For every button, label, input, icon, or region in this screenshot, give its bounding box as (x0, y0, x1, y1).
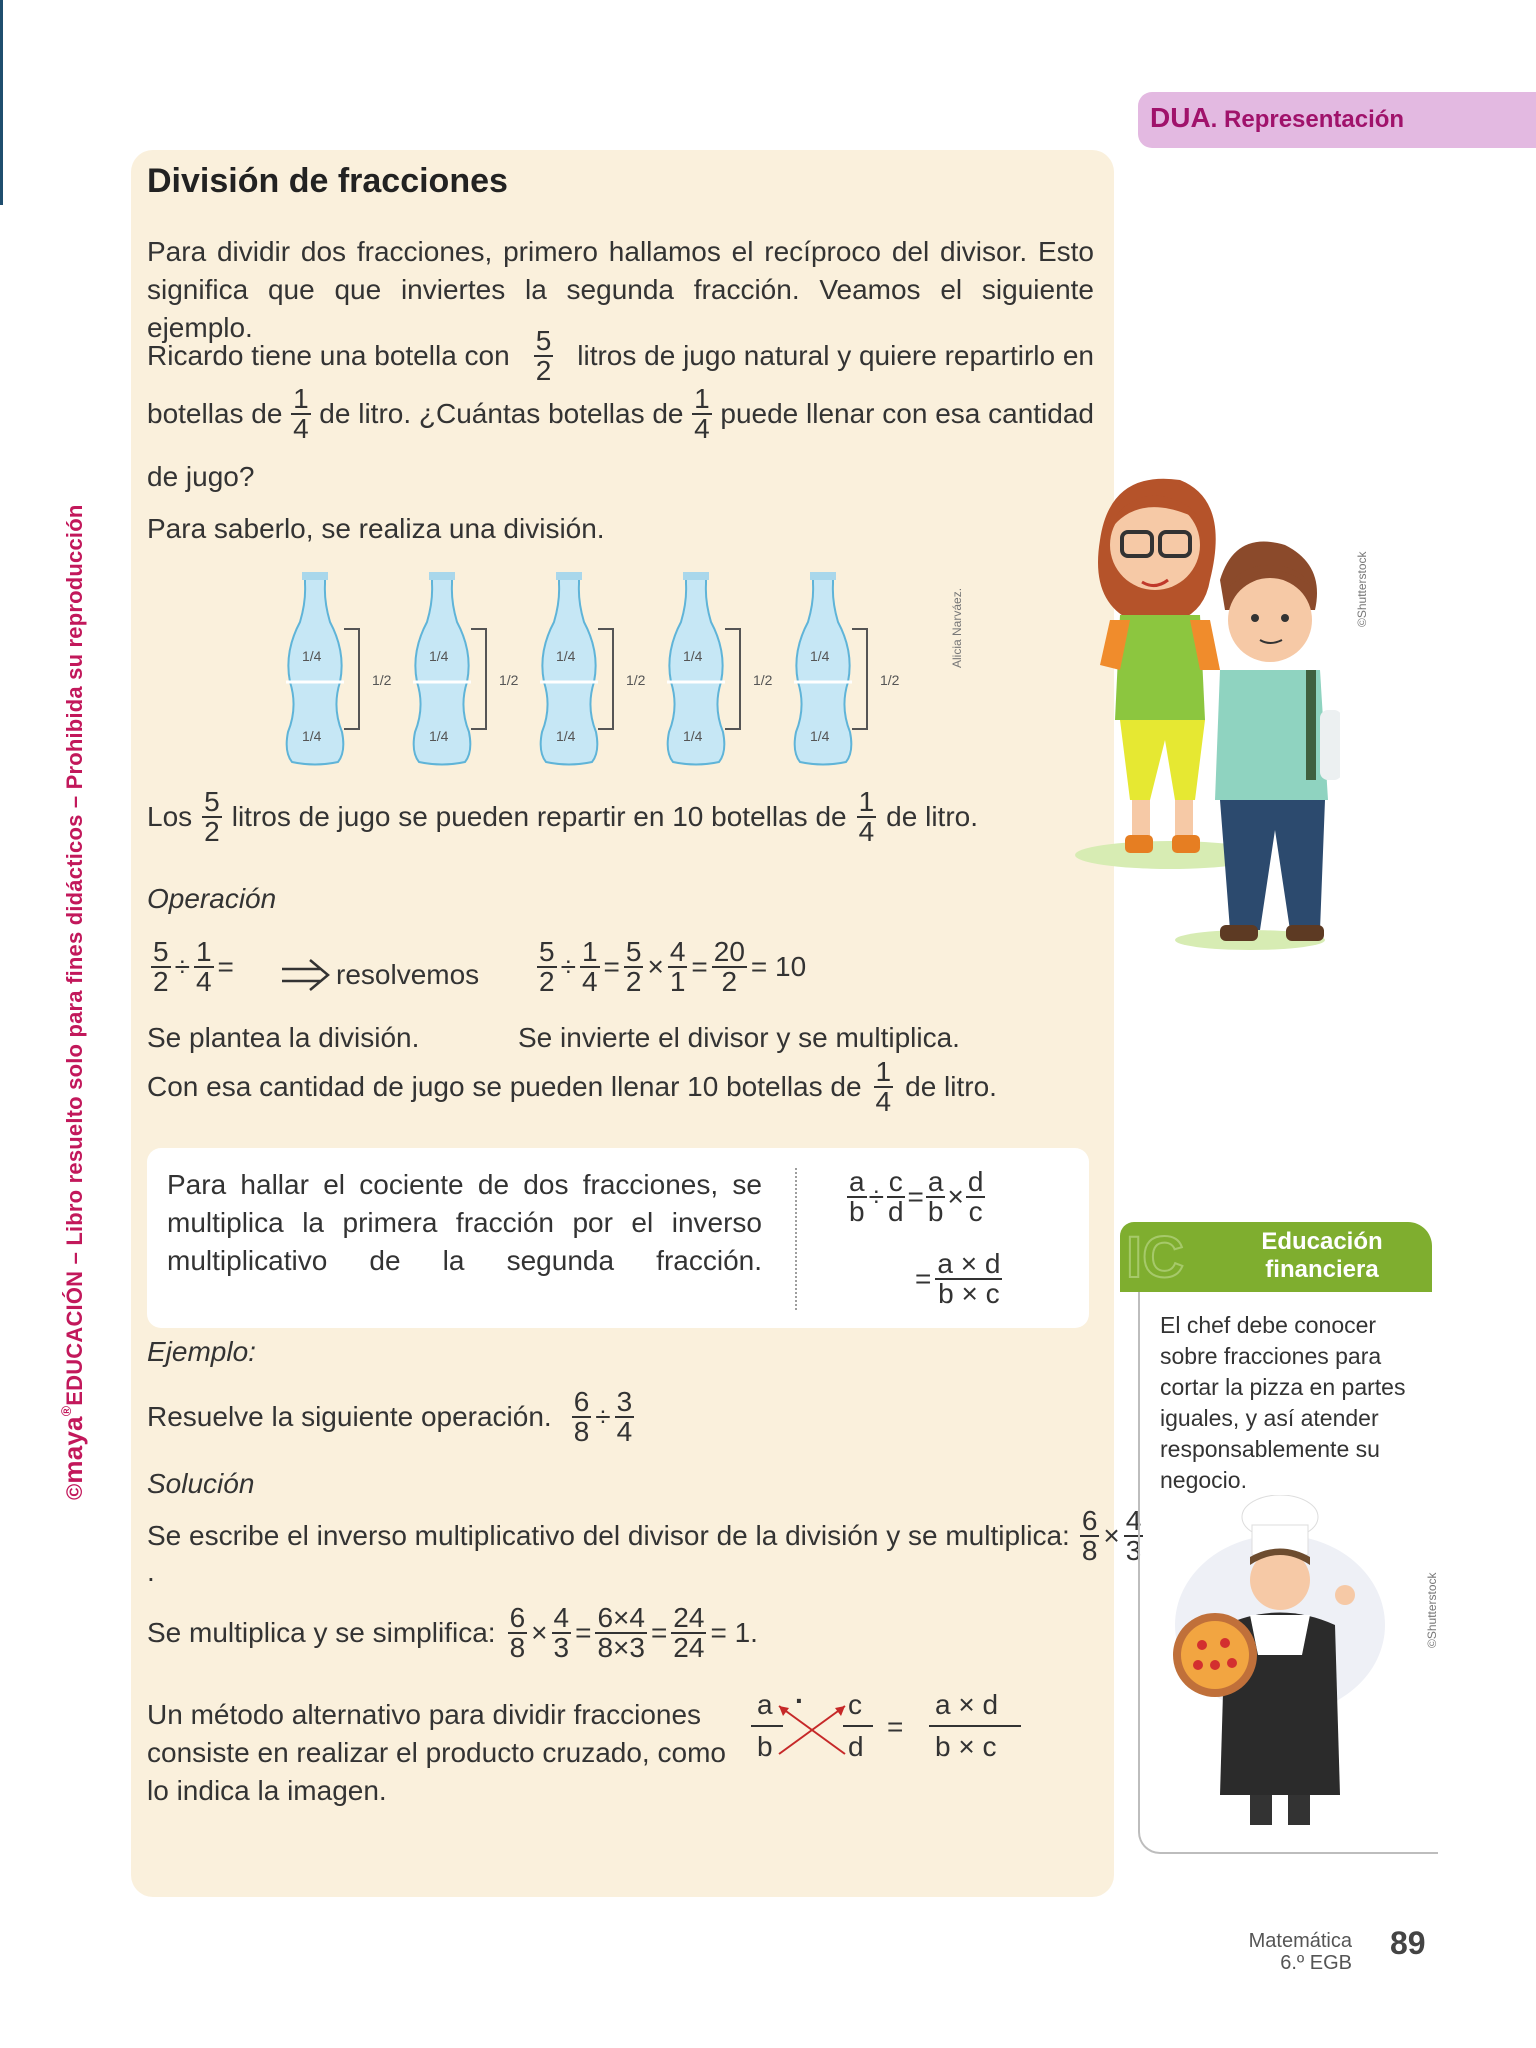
bottle-quarter-label: 1/4 (683, 728, 703, 744)
half-bracket (852, 628, 868, 730)
rule-divider (795, 1168, 797, 1310)
half-bracket (471, 628, 487, 730)
problem-line-2: botellas de $\frac{1}{4}$ de litro. ¿Cuántas botellas de $\frac{1}{4}$ puede llenar con esa cantidad (147, 383, 1094, 444)
dua-sublabel: . Representación (1210, 106, 1405, 133)
bottle-quarter-label: 1/4 (683, 648, 703, 664)
rule-formula-1: $\frac{a}{b}$ ÷ $\frac{c}{d}$ = $\frac{a}{b}$ × $\frac{d}{c}$ (849, 1166, 984, 1227)
bottle-half-label: 1/2 (626, 672, 646, 688)
bottle-quarter-label: 1/4 (556, 648, 576, 664)
intro-paragraph: Para dividir dos fracciones, primero hallamos el recíproco del divisor. Esto significa que que inviertes la segunda fracción. Veamos el siguiente ejemplo. (147, 236, 1094, 343)
resolvemos-text: resolvemos (336, 959, 480, 990)
finance-text: El chef debe conocer sobre fracciones para cortar la pizza en partes iguales, y así atender responsablemente su negocio. (1160, 1312, 1406, 1493)
bottles-illustration (280, 572, 920, 772)
cross-arrows-icon (745, 1688, 1035, 1778)
dua-tag (1138, 92, 1536, 148)
ejemplo-heading: Ejemplo: (147, 1336, 256, 1367)
solucion-line-1: Se escribe el inverso multiplicativo del divisor de la división y se multiplica: $\frac{6}{8}$ × $\frac{4}{3}$ (147, 1505, 1142, 1566)
rule-text: Para hallar el cociente de dos fracciones, se multiplica la primera fracción por el inverso multiplicativo de la segunda fracción. (167, 1169, 762, 1276)
implies-arrow-icon (280, 958, 332, 997)
bottle-quarter-label: 1/4 (429, 728, 449, 744)
chef-credit: ©Shutterstock (1425, 1572, 1439, 1648)
page-number: 89 (1390, 1925, 1426, 1961)
kids-illustration (1070, 470, 1340, 950)
rule-formula-2: = $\frac{a \times d}{b \times c}$ (915, 1248, 1001, 1309)
bottle-quarter-label: 1/4 (302, 728, 322, 744)
solucion-dot: . (147, 1556, 155, 1587)
ejemplo-line: Resuelve la siguiente operación. $\frac{6}{8}$ ÷ $\frac{3}{4}$ (147, 1386, 633, 1447)
illustration-credit: Alicia Narváez. (950, 587, 964, 668)
conclusion-line: Con esa cantidad de jugo se pueden llenar 10 botellas de $\frac{1}{4}$ de litro. (147, 1056, 997, 1117)
finance-header (1120, 1222, 1432, 1292)
fraction-1-4: $\frac{1}{4}$ (293, 383, 309, 444)
copyright-vertical: ©maya®EDUCACIÓN – Libro resuelto solo para fines didácticos – Prohibida su reproducción (58, 504, 88, 1500)
page-title: División de fracciones (147, 162, 508, 200)
bottle-half-label: 1/2 (753, 672, 773, 688)
operation-setup: $\frac{5}{2}$ ÷ $\frac{1}{4}$ = (153, 936, 234, 997)
bottle-quarter-label: 1/4 (429, 648, 449, 664)
operacion-heading: Operación (147, 883, 277, 914)
bottle-half-label: 1/2 (372, 672, 392, 688)
fraction-1-4: $\frac{1}{4}$ (694, 383, 710, 444)
bottle-half-label: 1/2 (880, 672, 900, 688)
problem-line-1: Ricardo tiene una botella con $\frac{5}{2}$ litros de jugo natural y quiere repartirlo en (147, 325, 1094, 386)
bottle-half-label: 1/2 (499, 672, 519, 688)
problem-line-4: Para saberlo, se realiza una división. (147, 513, 605, 544)
solucion-heading: Solución (147, 1468, 255, 1499)
alternative-method: Un método alternativo para dividir fracciones consiste en realizar el producto cruzado, como lo indica la imagen. (147, 1699, 726, 1806)
dua-label: DUA (1150, 102, 1211, 133)
finance-title: Educación financiera (1261, 1228, 1383, 1283)
bottle-quarter-label: 1/4 (302, 648, 322, 664)
left-edge-bar (0, 0, 3, 205)
footer-subject: Matemática 6.º EGB (1248, 1930, 1352, 1974)
kids-credit: ©Shutterstock (1355, 551, 1369, 627)
caption-setup: Se plantea la división. (147, 1022, 420, 1053)
bottle-quarter-label: 1/4 (810, 728, 830, 744)
half-bracket (598, 628, 614, 730)
operation-solution: $\frac{5}{2}$ ÷ $\frac{1}{4}$ = $\frac{5}{2}$ × $\frac{4}{1}$ = $\frac{20}{2}$ = 10 (539, 936, 807, 997)
bottle-quarter-label: 1/4 (810, 648, 830, 664)
solucion-line-2: Se multiplica y se simplifica: $\frac{6}{8}$ × $\frac{4}{3}$ = $\frac{6\times 4}{8\times 3}$ = $\frac{24}{24}$ = 1. (147, 1602, 758, 1663)
result-line: Los $\frac{5}{2}$ litros de jugo se pueden repartir en 10 botellas de $\frac{1}{4}$ de litro. (147, 786, 978, 847)
chef-illustration (1170, 1495, 1390, 1835)
fraction-5-2: $\frac{5}{2}$ (535, 325, 552, 386)
bottle-quarter-label: 1/4 (556, 728, 576, 744)
half-bracket (725, 628, 741, 730)
problem-line-3: de jugo? (147, 461, 255, 492)
finance-logo-icon: IC (1126, 1225, 1184, 1290)
half-bracket (344, 628, 360, 730)
cross-product-diagram: a b · c d = a × d b × c (745, 1688, 1035, 1778)
caption-invert: Se invierte el divisor y se multiplica. (518, 1022, 960, 1053)
